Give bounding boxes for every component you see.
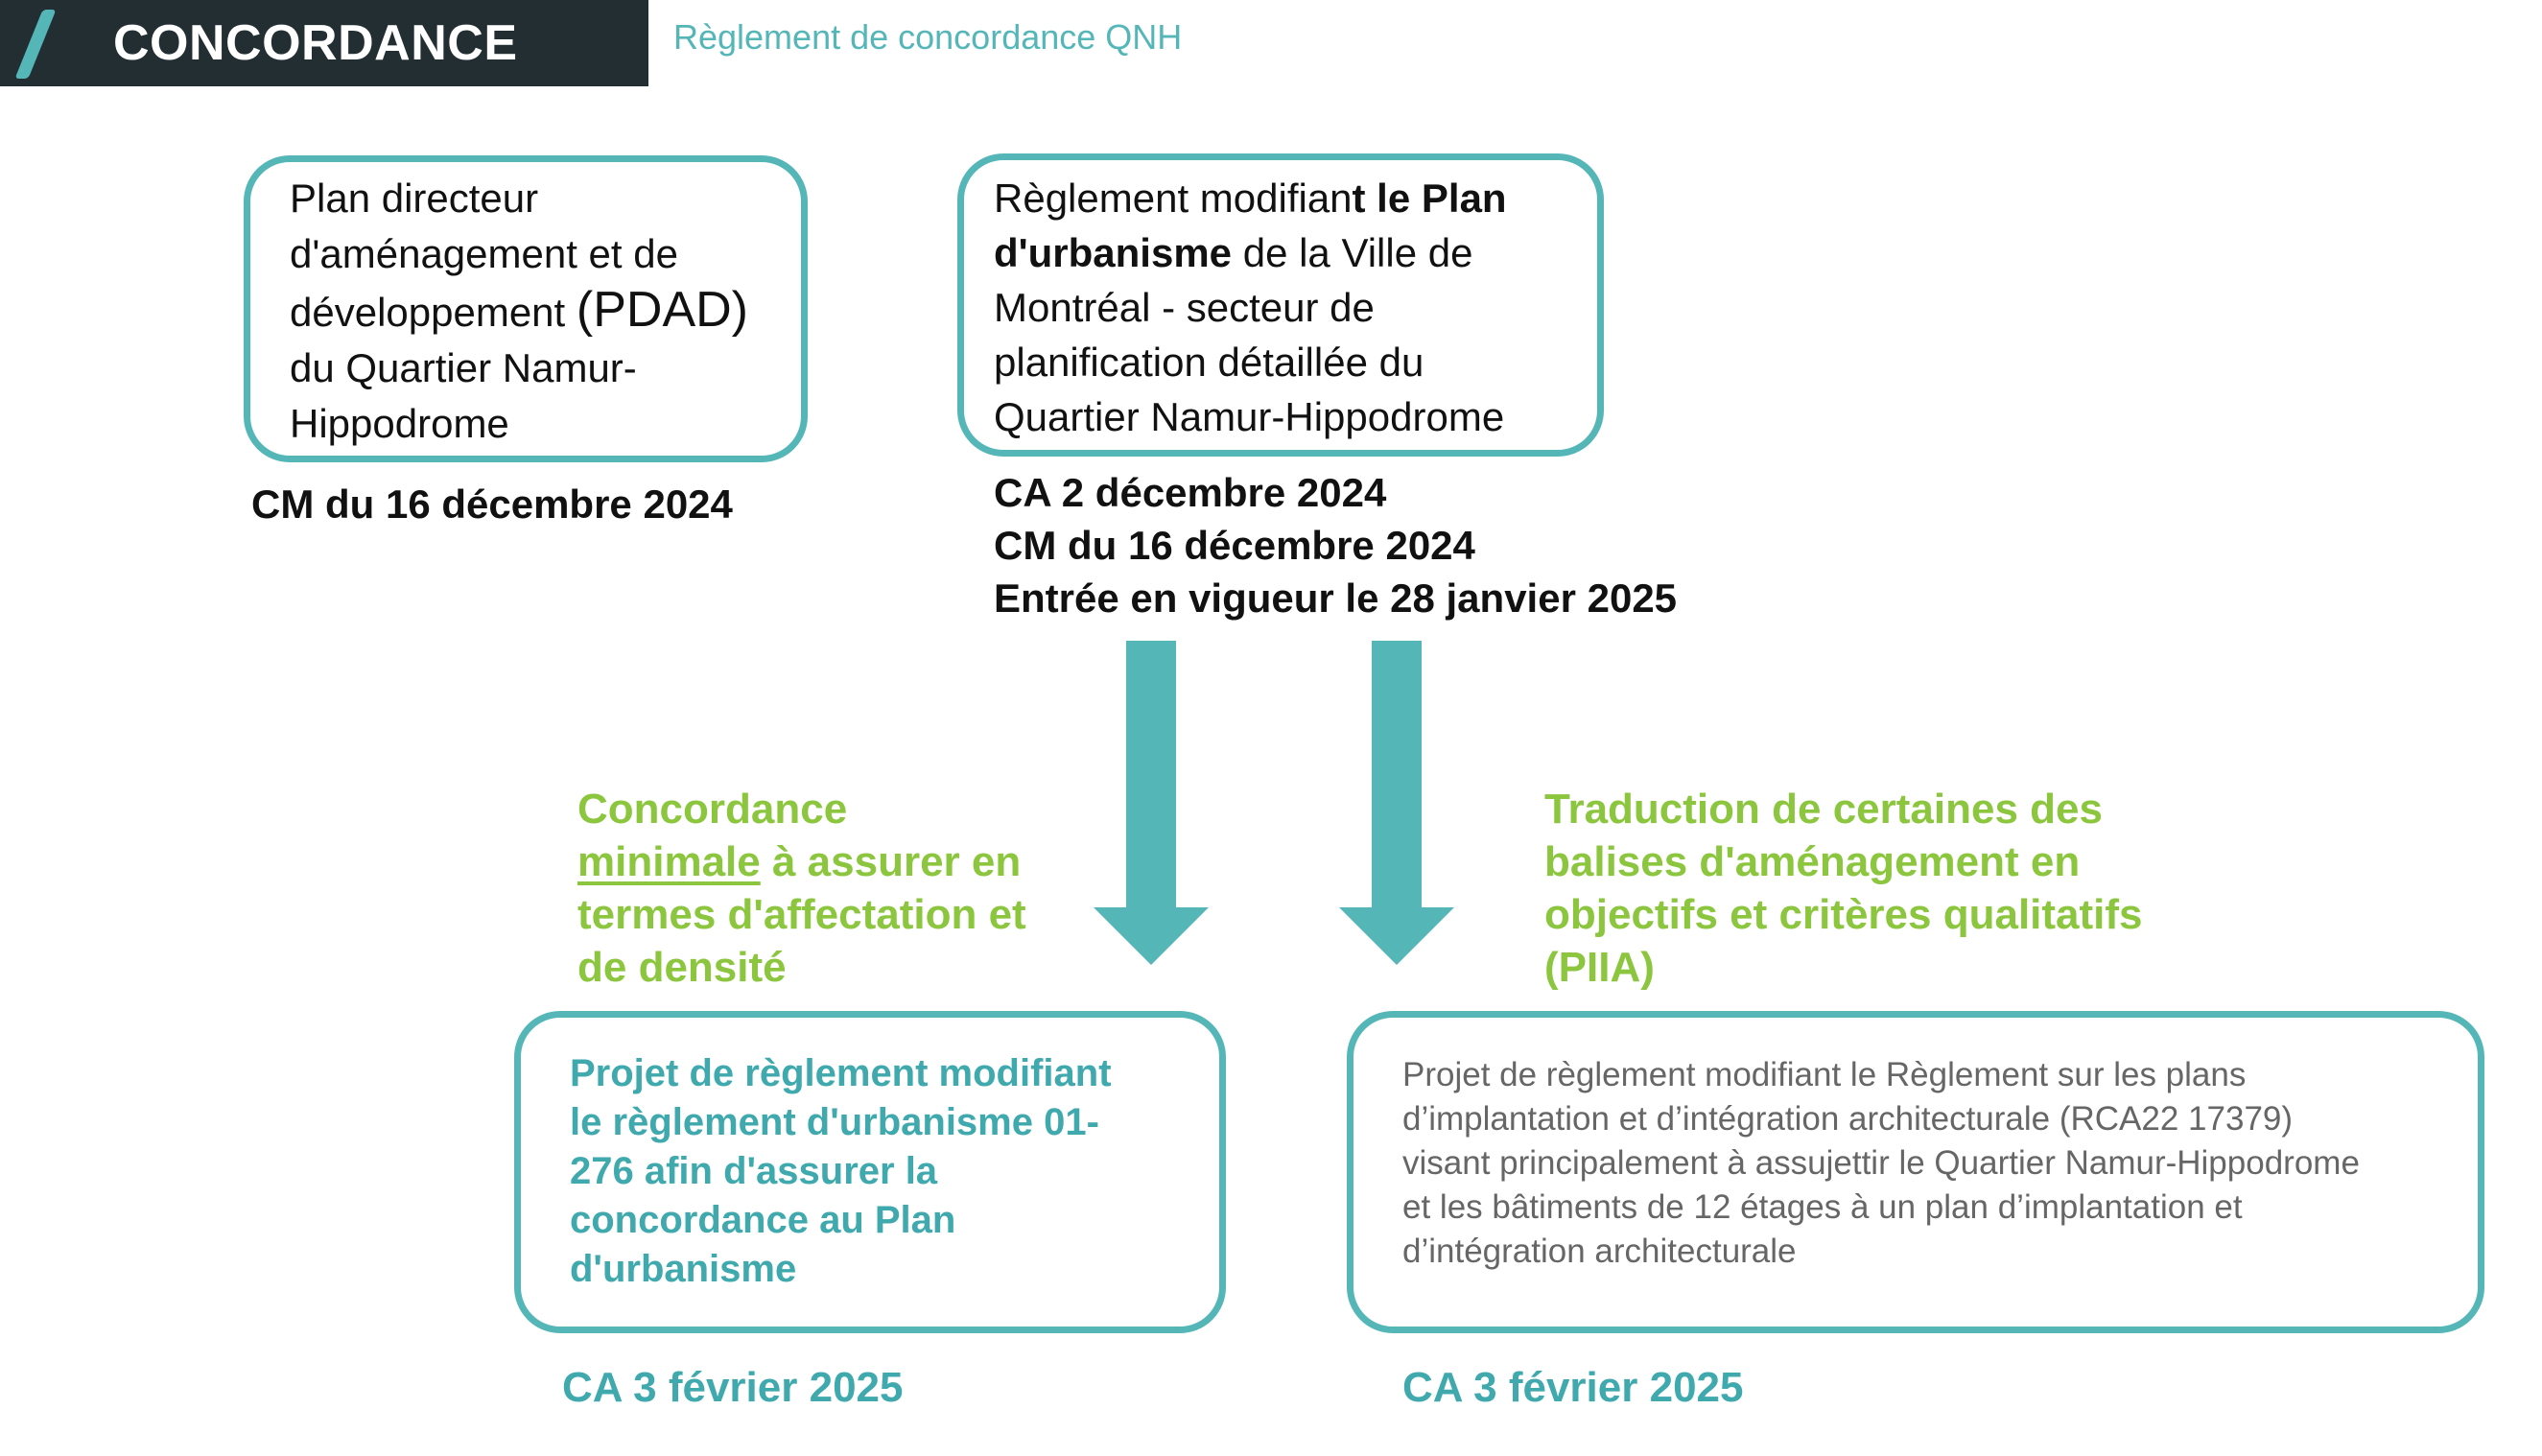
pu-line: [994, 225, 1507, 280]
pu-line-regular: Règlement modifian: [994, 176, 1353, 221]
pu-line-bold: t le Plan: [1352, 176, 1507, 221]
proj1-line: le règlement d'urbanisme 01-: [570, 1101, 1099, 1143]
note-line: Concordance: [577, 786, 848, 833]
proj1-line: d'urbanisme: [570, 1248, 797, 1290]
pu-line-regular: de la Ville de: [1232, 230, 1473, 275]
pdad-box-text: [290, 171, 748, 452]
pdad-line: d'aménagement et de: [290, 231, 678, 276]
note-underlined-word: minimale: [577, 838, 761, 885]
pdad-line-part: développement: [290, 290, 577, 335]
proj2-line: et les bâtiments de 12 étages à un plan d’implantation et: [1402, 1188, 2243, 1226]
projet-urbanisme-date: CA 3 février 2025: [562, 1364, 904, 1411]
down-arrow-icon: [1094, 641, 1209, 967]
note-line: de densité: [577, 944, 787, 991]
proj1-line: 276 afin d'assurer la: [570, 1150, 938, 1192]
projet-urbanisme-text: [570, 1049, 1112, 1294]
proj2-line: d’intégration architecturale: [1402, 1233, 1797, 1270]
down-arrow-icon: [1339, 641, 1454, 967]
projet-piia-date: CA 3 février 2025: [1402, 1364, 1744, 1411]
note-line: (PIIA): [1544, 944, 1655, 991]
proj1-line: concordance au Plan: [570, 1199, 956, 1241]
plan-urbanisme-dates: [994, 466, 1677, 624]
pu-date: CM du 16 décembre 2024: [994, 523, 1475, 568]
note-line: objectifs et critères qualitatifs: [1544, 891, 2143, 938]
proj2-line: Projet de règlement modifiant le Règlement sur les plans: [1402, 1056, 2247, 1093]
pu-line: planification détaillée du: [994, 340, 1424, 385]
page-title: CONCORDANCE: [113, 15, 518, 71]
pu-line: [994, 171, 1507, 225]
note-line: termes d'affectation et: [577, 891, 1026, 938]
pdad-line: Hippodrome: [290, 401, 509, 446]
note-line: balises d'aménagement en: [1544, 838, 2081, 885]
pdad-acronym: (PDAD): [576, 282, 748, 338]
pu-line-bold: d'urbanisme: [994, 230, 1233, 275]
note-line-rest: à assurer en: [760, 838, 1022, 885]
pdad-line: Plan directeur: [290, 176, 539, 221]
plan-urbanisme-text: [994, 171, 1507, 444]
pu-line: Montréal - secteur de: [994, 285, 1375, 330]
proj1-line: Projet de règlement modifiant: [570, 1052, 1112, 1094]
traduction-piia-note: [1544, 783, 2143, 994]
pdad-date: CM du 16 décembre 2024: [251, 481, 733, 527]
proj2-line: visant principalement à assujettir le Quartier Namur-Hippodrome: [1402, 1144, 2360, 1182]
proj2-line: d’implantation et d’intégration architecturale (RCA22 17379): [1402, 1100, 2294, 1138]
note-line: Traduction de certaines des: [1544, 786, 2103, 833]
pdad-line: du Quartier Namur-: [290, 345, 637, 390]
concordance-minimale-note: [577, 783, 1026, 994]
note-line: [577, 835, 1026, 888]
page-subtitle: Règlement de concordance QNH: [673, 17, 1183, 57]
pdad-line: [290, 282, 748, 341]
pu-date: CA 2 décembre 2024: [994, 470, 1387, 515]
projet-piia-text: [1402, 1053, 2360, 1274]
pu-date: Entrée en vigueur le 28 janvier 2025: [994, 575, 1678, 621]
pu-line: Quartier Namur-Hippodrome: [994, 394, 1505, 439]
